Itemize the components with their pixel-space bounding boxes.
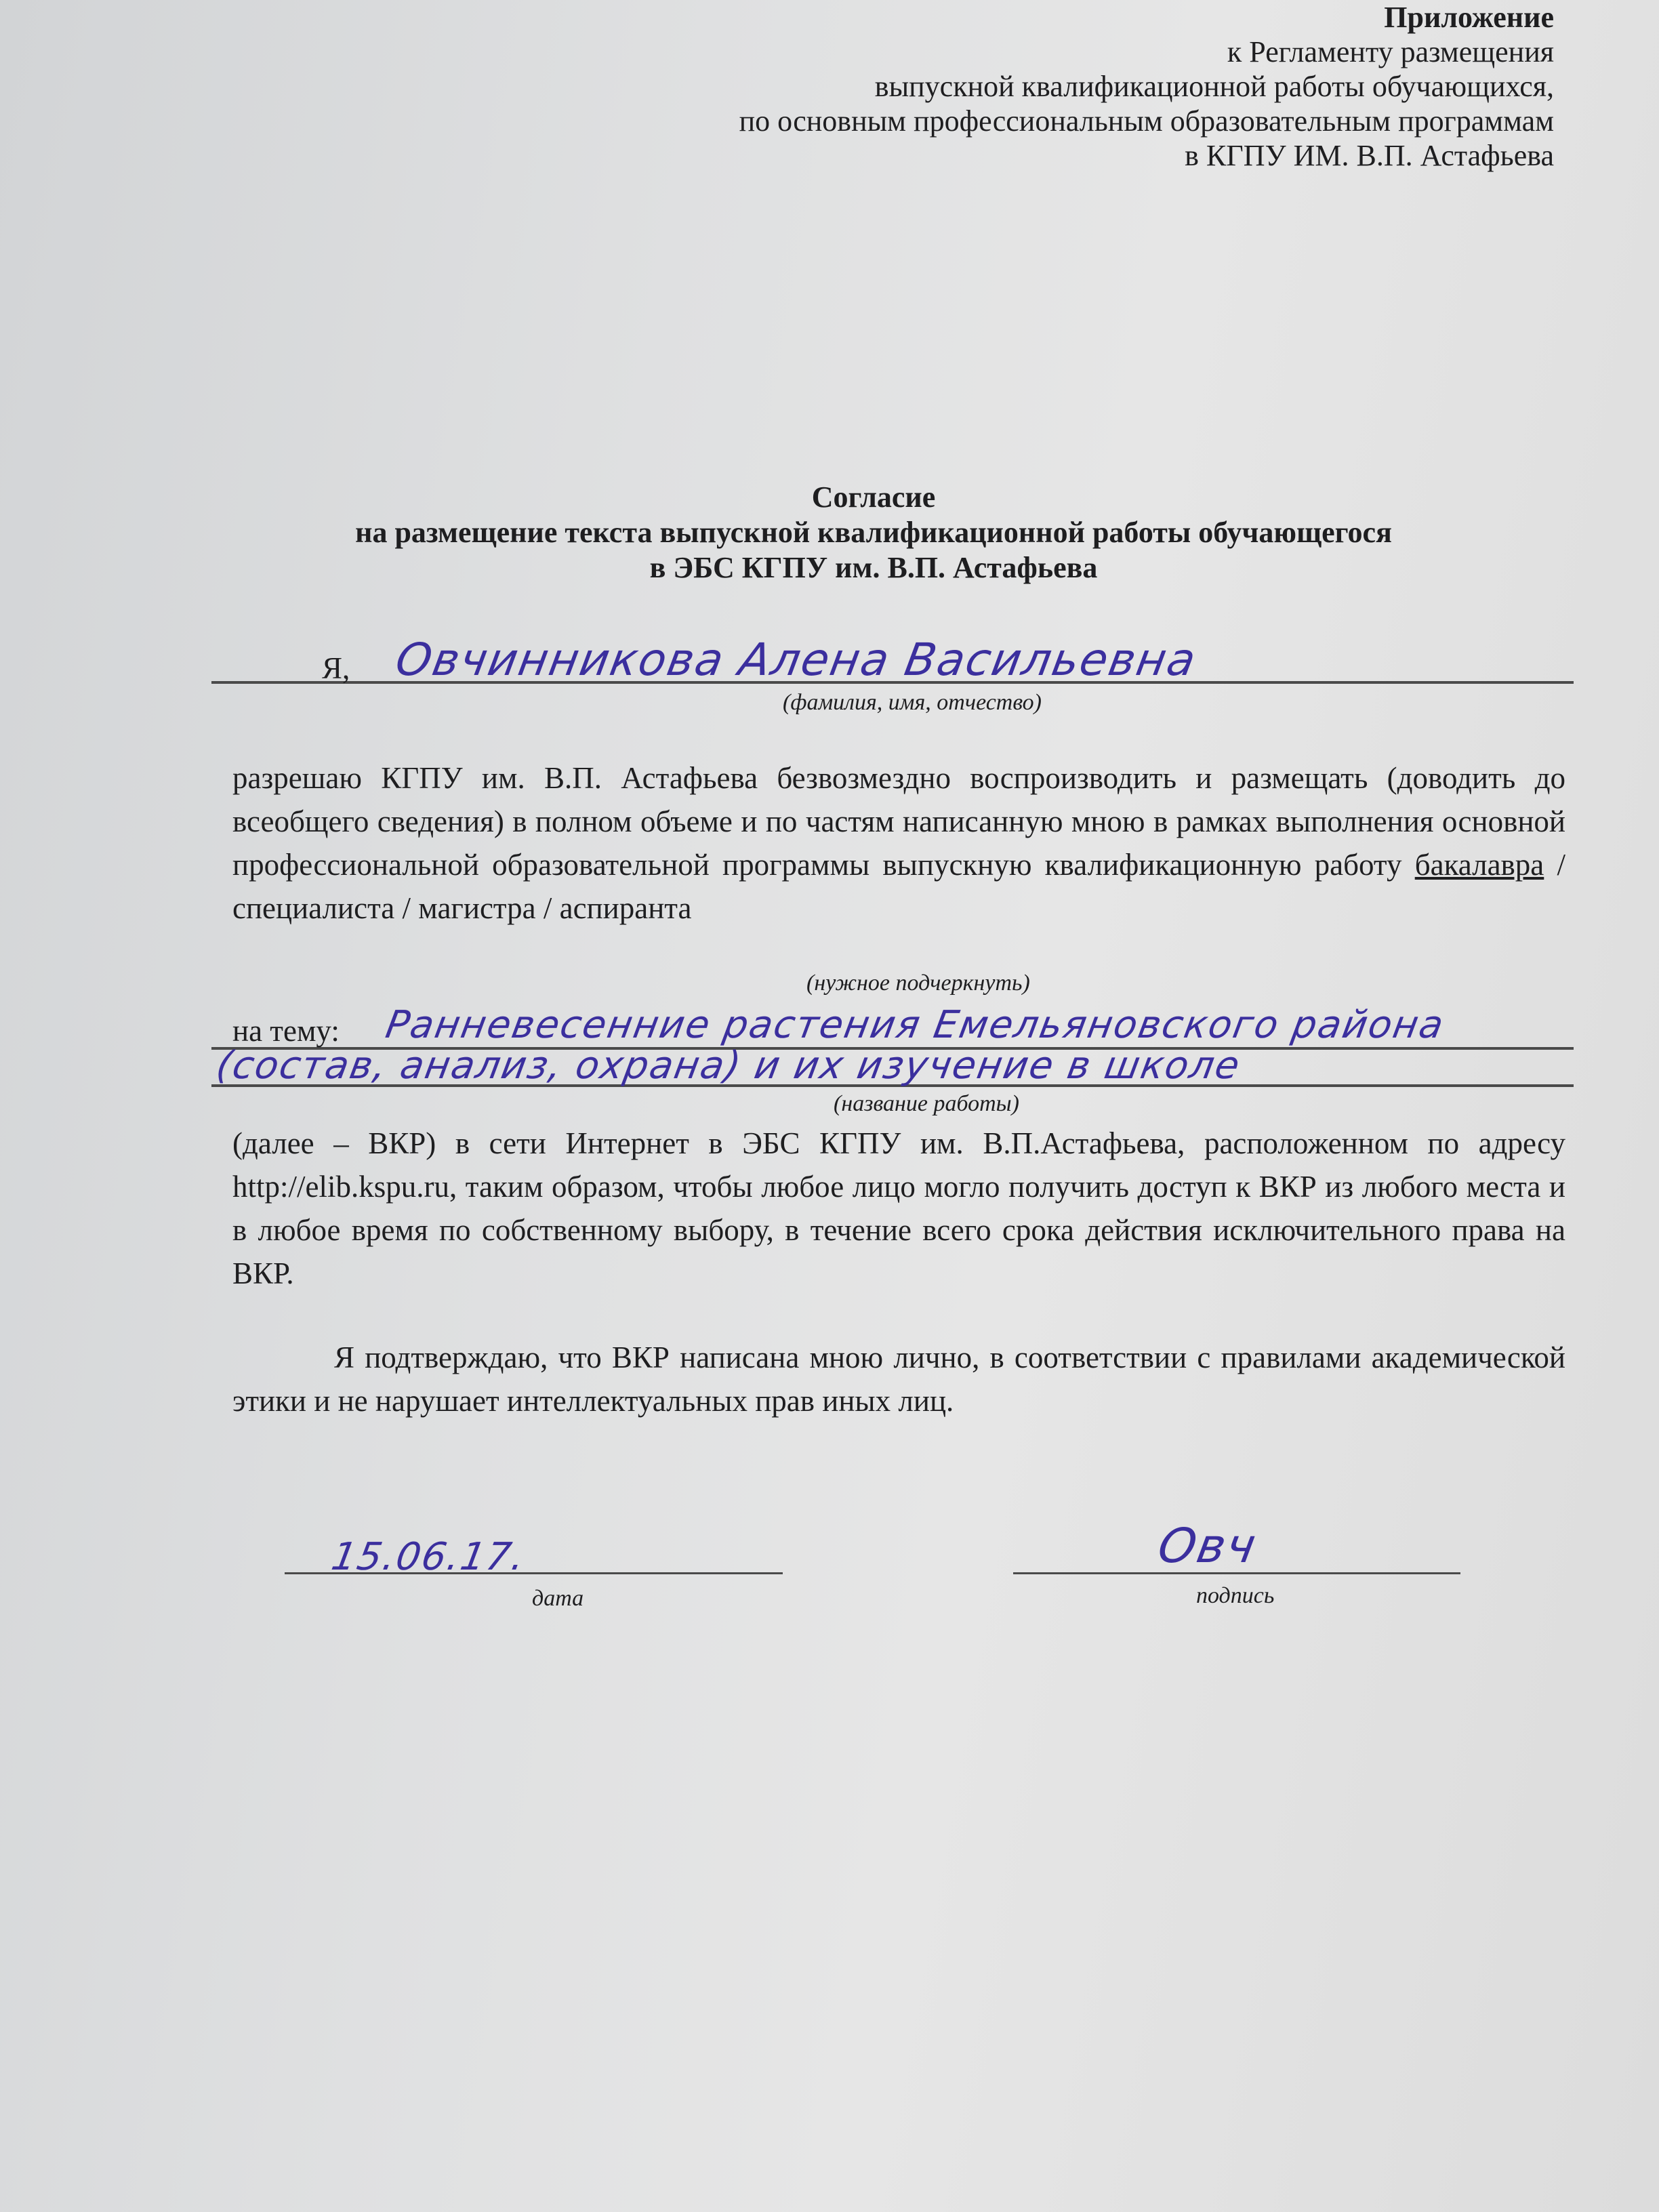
signature-handwritten[interactable]: Овч — [1153, 1518, 1261, 1574]
title-line: на размещение текста выпускной квалификационной работы обучающегося — [355, 516, 1392, 549]
title-line: в ЭБС КГПУ им. В.П. Астафьева — [649, 551, 1098, 584]
date-handwritten[interactable]: 15.06.17. — [328, 1535, 529, 1579]
topic-caption: (название работы) — [834, 1091, 1019, 1116]
consent-title — [0, 480, 1659, 586]
header-line: в КГПУ ИМ. В.П. Астафьева — [1185, 139, 1554, 172]
header-line: выпускной квалификационной работы обучающихся, — [874, 70, 1554, 103]
title-line: Согласие — [811, 480, 936, 514]
name-handwritten[interactable]: Овчинникова Алена Васильевна — [392, 634, 1201, 686]
separator: / — [402, 891, 411, 925]
degree-option: магистра — [418, 891, 536, 925]
degree-option: бакалавра — [1414, 848, 1544, 882]
degree-option: аспиранта — [559, 891, 692, 925]
body-text: (далее – ВКР) в сети Интернет в ЭБС КГПУ им. В.П.Астафьева, расположенном по адресу http://elib.kspu.ru, таким образом, чтобы любое лицо могло получить доступ к ВКР из любого места и в любое время по собственному выбору, в течение всего срока действия исключительного права на ВКР. — [232, 1126, 1565, 1290]
consent-body-2 — [232, 1122, 1565, 1422]
degree-option: специалиста — [232, 891, 395, 925]
topic-handwritten-line1[interactable]: Ранневесенние растения Емельяновского района — [382, 1003, 1448, 1047]
name-prefix: Я, — [322, 651, 350, 685]
topic-handwritten-line2[interactable]: (состав, анализ, охрана) и их изучение в школе — [213, 1044, 1244, 1088]
signature-caption: подпись — [1196, 1583, 1275, 1608]
topic-prefix: на тему: — [232, 1014, 340, 1048]
consent-body — [232, 756, 1565, 930]
body-text: разрешаю КГПУ им. В.П. Астафьева безвозмездно воспроизводить и размещать (доводить до всеобщего сведения) в полном объеме и по частям написанную мною в рамках выполнения основной профессиональной образовательной программы выпускную квалификационную работу — [232, 761, 1565, 882]
confirmation-text: Я подтверждаю, что ВКР написана мною лично, в соответствии с правилами академической этики и не нарушает интеллектуальных прав иных лиц. — [232, 1340, 1565, 1418]
name-caption: (фамилия, имя, отчество) — [783, 690, 1042, 715]
header-line: по основным профессиональным образовательным программам — [739, 104, 1554, 138]
document-header — [739, 0, 1554, 173]
date-caption: дата — [532, 1586, 584, 1611]
header-line: к Регламенту размещения — [1227, 35, 1554, 68]
separator: / — [543, 891, 552, 925]
header-title: Приложение — [1384, 1, 1554, 34]
degree-caption: (нужное подчеркнуть) — [806, 970, 1030, 996]
separator: / — [1557, 848, 1565, 882]
